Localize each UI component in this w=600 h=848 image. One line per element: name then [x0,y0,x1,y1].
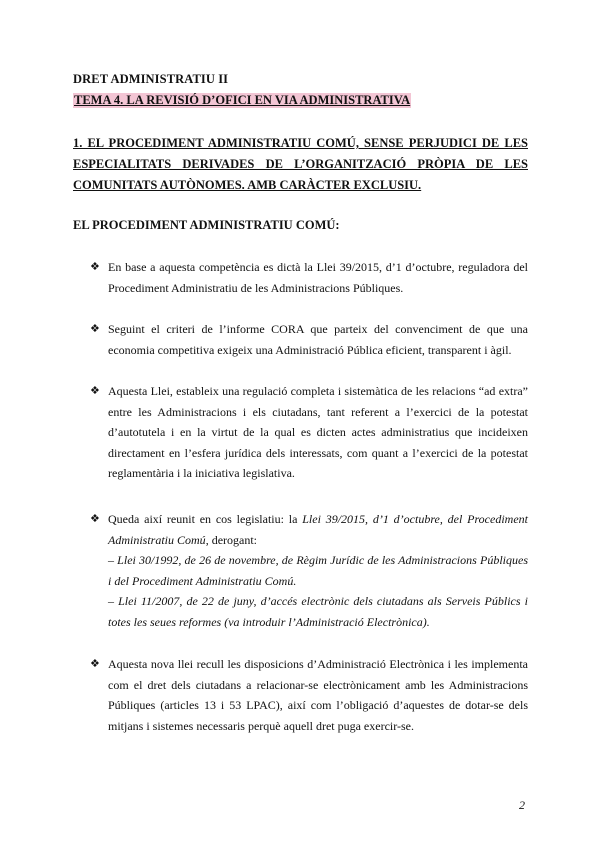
bullet-text: En base a aquesta competència es dictà la Llei 39/2015, d’1 d’octubre, reguladora del Procediment Administratiu de les Administracions Públiques. [108,260,528,295]
tema-title: TEMA 4. LA REVISIÓ D’OFICI EN VIA ADMINISTRATIVA [74,93,411,107]
bullet-text: Aquesta Llei, estableix una regulació completa i sistemàtica de les relacions “ad extra” entre les Administracions i els ciutadans, tant referent a l’exercici de la potestat d’autotutela i en la virtut de la qual es dicten actes administratius que incideixen directament en l’esfera jurídica dels interessats, com quant a l’exercici de la potestat reglamentària i la iniciativa legislativa. [108,384,528,480]
section-heading: 1. EL PROCEDIMENT ADMINISTRATIU COMÚ, SENSE PERJUDICI DE LES ESPECIALITATS DERIVADES DE L’ORGANITZACIÓ PRÒPIA DE LES COMUNITATS AUTÒNOMES. AMB CARÀCTER EXCLUSIU. [73,136,528,192]
bullet-item [90,509,528,632]
bullet-intro [108,509,528,550]
bullet-body [108,509,528,632]
intro-text: Queda així reunit en cos legislatiu: la [108,512,303,526]
bullet-diamond-icon: ❖ [90,657,100,670]
bullet-item [90,381,528,484]
law-title: Llei 39/2015, d’1 d’octubre, del Procediment Administratiu Comú [108,512,528,547]
bullet-diamond-icon: ❖ [90,322,100,335]
page-number: 2 [519,798,525,812]
derogated-law-2: – Llei 11/2007, de 22 de juny, d’accés electrònic dels ciutadans als Serveis Públics i totes les seues reformes (va introduir l’Administració Electrònica). [108,594,528,629]
intro-end: , derogant: [205,532,258,547]
bullet-diamond-icon: ❖ [90,260,100,273]
course-title: DRET ADMINISTRATIU II [73,72,229,86]
bullet-text: Seguint el criteri de l’informe CORA que parteix del convenciment de que una economia competitiva exigeix una Administració Pública eficient, transparent i àgil. [108,322,528,357]
derogated-law-1: – Llei 30/1992, de 26 de novembre, de Règim Jurídic de les Administracions Públiques i del Procediment Administratiu Comú. [108,553,528,588]
subheading: EL PROCEDIMENT ADMINISTRATIU COMÚ: [73,218,340,232]
bullet-item [90,654,528,736]
bullet-item [90,257,528,298]
bullet-diamond-icon: ❖ [90,512,100,525]
bullet-diamond-icon: ❖ [90,384,100,397]
bullet-text: Aquesta nova llei recull les disposicions d’Administració Electrònica i les implementa com el dret dels ciutadans a relacionar-se electrònicament amb les Administracions Públiques (articles 13 i 53 LPAC), així com l’obligació d’aquestes de dotar-se dels mitjans i sistemes necessaris perquè aquell dret puga exercir-se. [108,657,528,733]
bullet-item [90,319,528,360]
